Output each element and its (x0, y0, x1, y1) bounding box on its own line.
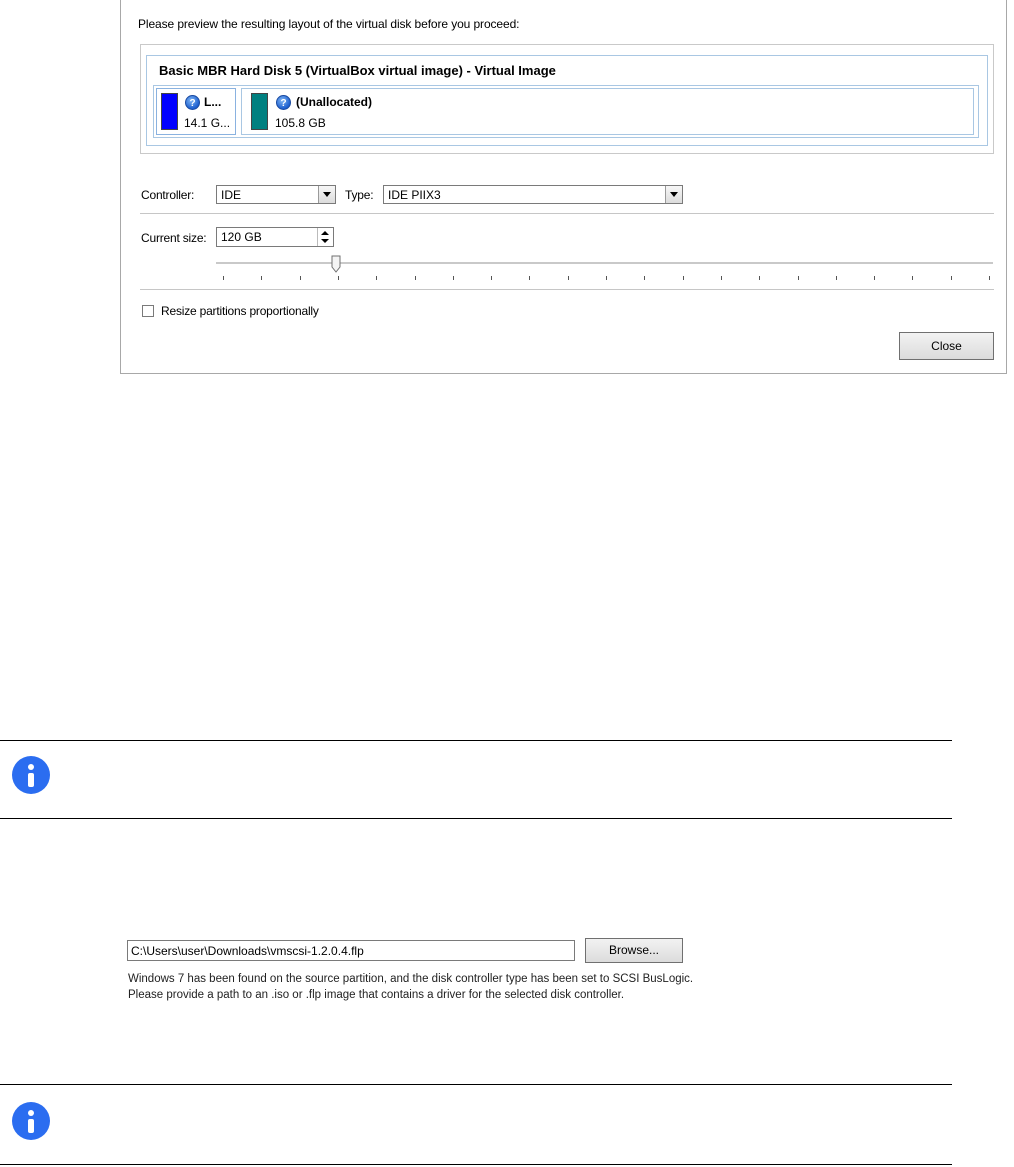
driver-description: Windows 7 has been found on the source partition, and the disk controller type has been set to SCSI BusLogic. Please provide a path to an .iso or .flp image that contains a driver for the selected disk controller. (128, 973, 694, 1001)
slider-tick (491, 276, 492, 280)
slider-tick (874, 276, 875, 280)
partition-1[interactable] (156, 88, 236, 135)
disk-title: Basic MBR Hard Disk 5 (VirtualBox virtual image) - Virtual Image (159, 63, 556, 78)
info-icon (12, 756, 50, 794)
note-top-rule (0, 1084, 952, 1085)
slider-tick (683, 276, 684, 280)
close-button[interactable]: Close (899, 332, 994, 360)
disk-map (146, 55, 988, 146)
slider-tick (759, 276, 760, 280)
question-icon: ? (185, 95, 200, 110)
slider-tick (644, 276, 645, 280)
controller-label: Controller: (141, 188, 195, 202)
note-top-rule (0, 740, 952, 741)
slider-tick (721, 276, 722, 280)
browse-button[interactable]: Browse... (585, 938, 683, 963)
type-select[interactable] (383, 185, 683, 204)
partition-1-color-swatch (161, 93, 178, 130)
virtual-disk-dialog (120, 0, 1007, 374)
partition-2-size: 105.8 GB (275, 116, 326, 130)
slider-tick (989, 276, 990, 280)
partition-2-label: (Unallocated) (296, 95, 373, 109)
resize-proportionally-label: Resize partitions proportionally (161, 304, 319, 318)
note-bottom-rule (0, 818, 952, 819)
separator (140, 213, 994, 214)
slider-tick (836, 276, 837, 280)
note-bottom-rule (0, 1164, 952, 1165)
slider-tick (453, 276, 454, 280)
slider-tick (529, 276, 530, 280)
slider-tick (606, 276, 607, 280)
resize-proportionally-checkbox[interactable] (142, 305, 154, 317)
driver-path-input[interactable] (127, 940, 575, 961)
spin-down-icon[interactable] (321, 239, 329, 243)
current-size-label: Current size: (141, 231, 207, 245)
chevron-down-icon[interactable] (318, 186, 335, 203)
type-value: IDE PIIX3 (388, 188, 441, 202)
chevron-down-icon[interactable] (665, 186, 682, 203)
slider-tick (338, 276, 339, 280)
slider-tick (951, 276, 952, 280)
slider-tick (912, 276, 913, 280)
spin-up-icon[interactable] (321, 231, 329, 235)
controller-select[interactable] (216, 185, 336, 204)
info-icon (12, 1102, 50, 1140)
controller-value: IDE (221, 188, 242, 202)
slider-tick (415, 276, 416, 280)
spinner-buttons[interactable] (317, 228, 333, 246)
current-size-spinner[interactable] (216, 227, 334, 247)
separator (140, 289, 994, 290)
partition-1-label: L... (204, 95, 222, 109)
slider-tick (376, 276, 377, 280)
slider-tick (300, 276, 301, 280)
current-size-value: 120 GB (221, 230, 262, 244)
question-icon: ? (276, 95, 291, 110)
slider-tick (568, 276, 569, 280)
size-slider-thumb[interactable] (331, 255, 341, 273)
driver-path-value: C:\Users\user\Downloads\vmscsi-1.2.0.4.flp (131, 944, 364, 958)
partition-row (153, 85, 979, 138)
disk-layout-preview (140, 44, 994, 154)
type-label: Type: (345, 188, 374, 202)
partition-unallocated[interactable] (241, 88, 974, 135)
partition-1-size: 14.1 G... (184, 116, 231, 130)
slider-tick (261, 276, 262, 280)
partition-2-color-swatch (251, 93, 268, 130)
slider-tick (798, 276, 799, 280)
slider-tick (223, 276, 224, 280)
intro-text: Please preview the resulting layout of the virtual disk before you proceed: (138, 17, 520, 31)
